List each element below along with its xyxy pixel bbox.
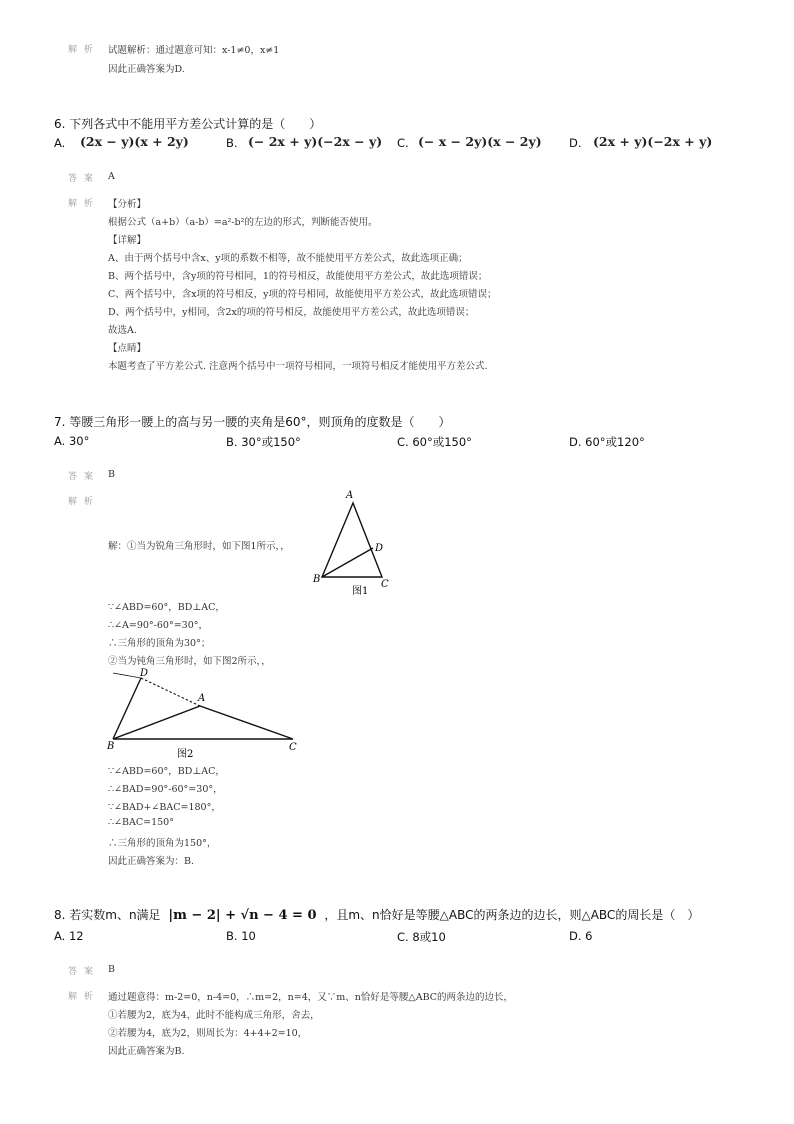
q8-answer: B (108, 964, 115, 975)
q6-option-d-expr: (2x + y)(−2x + y) (593, 134, 713, 149)
answer-label: 答 案 (68, 967, 95, 977)
q8-analysis-line: ②若腰为4，底为2，则周长为：4+4+2=10， (108, 1028, 308, 1039)
q7-step-line: ∵∠BAD+∠BAC=180°， (108, 802, 221, 813)
analysis-label: 解 析 (68, 199, 95, 209)
q7-step-line: ②当为钝角三角形时，如下图2所示，， (108, 656, 271, 667)
q7-step-line: ∴∠BAD=90°-60°=30°， (108, 784, 223, 795)
q7-step-line: ∵∠ABD=60°，BD⊥AC， (108, 766, 225, 777)
fig2-pointer-line (113, 673, 141, 678)
fig1-caption: 图1 (352, 586, 369, 597)
fig2-label-c: C (289, 742, 297, 753)
q6-option-c-expr: (− x − 2y)(x − 2y) (418, 134, 542, 149)
q6-answer: A (108, 171, 115, 182)
q7-option-c: C. 60°或150° (397, 435, 472, 449)
q6-analysis-line: D、两个括号中，y相同，含2x的项的符号相反，故能使用平方差公式，故此选项错误； (108, 307, 475, 318)
analysis-label: 解 析 (68, 992, 95, 1002)
fig2-caption: 图2 (177, 749, 194, 760)
q5-analysis-line: 试题解析：通过题意可知：x-1≠0，x≠1 (108, 45, 280, 56)
q8-option-b: B. 10 (226, 929, 256, 943)
figure-1 (305, 485, 405, 597)
q8-option-a: A. 12 (54, 929, 84, 943)
q7-option-d: D. 60°或120° (569, 435, 645, 449)
answer-label: 答 案 (68, 472, 95, 482)
q7-stem: 7. 等腰三角形一腰上的高与另一腰的夹角是60°，则顶角的度数是（ ） (54, 415, 451, 429)
fig2-extension-ad (141, 678, 200, 706)
analysis-label: 解 析 (68, 497, 95, 507)
q7-step-line: 因此正确答案为：B. (108, 856, 195, 867)
q6-option-b-letter: B. (226, 136, 238, 150)
q7-step-line: ∵∠ABD=60°，BD⊥AC， (108, 602, 225, 613)
q8-analysis-line: 通过题意得：m-2=0，n-4=0，∴m=2，n=4，又∵m、n恰好是等腰△ABC的两条边的边长， (108, 992, 513, 1003)
q6-analysis-line: 【详解】 (108, 235, 147, 246)
q8-option-c: C. 8或10 (397, 930, 446, 944)
q6-option-b-expr: (− 2x + y)(−2x − y) (248, 134, 383, 149)
q7-option-b: B. 30°或150° (226, 435, 301, 449)
q7-case1-text: 解：①当为锐角三角形时，如下图1所示，， (108, 541, 290, 552)
q6-analysis-line: 故选A. (108, 325, 137, 336)
q6-analysis-line: A、由于两个括号中含x、y项的系数不相等，故不能使用平方差公式，故此选项正确； (108, 253, 468, 264)
q5-analysis-line: 因此正确答案为D. (108, 64, 185, 75)
fig2-label-a: A (198, 693, 206, 704)
fig1-label-d: D (375, 543, 384, 554)
q8-option-d: D. 6 (569, 929, 593, 943)
q8-stem-suffix: ，且m、n恰好是等腰△ABC的两条边的边长，则△ABC的周长是（ ） (324, 908, 700, 922)
q8-formula: |m − 2| + √n − 4 = 0 (168, 908, 317, 923)
q8-stem (54, 906, 699, 923)
q7-option-a: A. 30° (54, 434, 90, 448)
q7-step-line: ∴∠A=90°-60°=30°， (108, 620, 209, 631)
fig1-label-b: B (313, 574, 321, 585)
fig2-label-d: D (140, 668, 149, 679)
q6-option-a-letter: A. (54, 136, 66, 150)
q7-answer: B (108, 469, 115, 480)
q8-stem-prefix: 8. 若实数m、n满足 (54, 908, 161, 922)
q6-option-c-letter: C. (397, 136, 409, 150)
answer-label: 答 案 (68, 174, 95, 184)
q6-analysis-line: 【分析】 (108, 199, 147, 210)
q6-option-a-expr: (2x − y)(x + 2y) (80, 134, 189, 149)
fig1-segment-bd (322, 548, 373, 577)
fig1-triangle-abc (322, 503, 382, 577)
q7-step-line: ∴三角形的顶角为30°； (108, 638, 211, 649)
q6-analysis-line: 本题考查了平方差公式. 注意两个括号中一项符号相同，一项符号相反才能使用平方差公式. (108, 361, 488, 372)
q7-step-line: ∴三角形的顶角为150°， (108, 838, 217, 849)
q7-step-line: ∴∠BAC=150° (108, 817, 174, 828)
q6-analysis-line: 【点睛】 (108, 343, 147, 354)
fig1-label-c: C (381, 579, 389, 590)
analysis-label: 解 析 (68, 45, 95, 55)
q6-stem: 6. 下列各式中不能用平方差公式计算的是（ ） (54, 117, 322, 131)
q6-analysis-line: C、两个括号中，含x项的符号相反，y项的符号相同，故能使用平方差公式，故此选项错误； (108, 289, 497, 300)
q6-analysis-line: 根据公式（a+b）（a-b）=a²-b²的左边的形式，判断能否使用。 (108, 217, 378, 228)
q6-option-d-letter: D. (569, 136, 582, 150)
fig2-triangle-abc (113, 706, 293, 739)
figure-2 (103, 664, 309, 762)
q8-analysis-line: 因此正确答案为B. (108, 1046, 185, 1057)
q8-analysis-line: ①若腰为2，底为4，此时不能构成三角形，舍去， (108, 1010, 320, 1021)
fig2-label-b: B (107, 741, 115, 752)
fig1-label-a: A (346, 490, 354, 501)
q6-analysis-line: B、两个括号中，含y项的符号相同，1的符号相反，故能使用平方差公式，故此选项错误； (108, 271, 488, 282)
